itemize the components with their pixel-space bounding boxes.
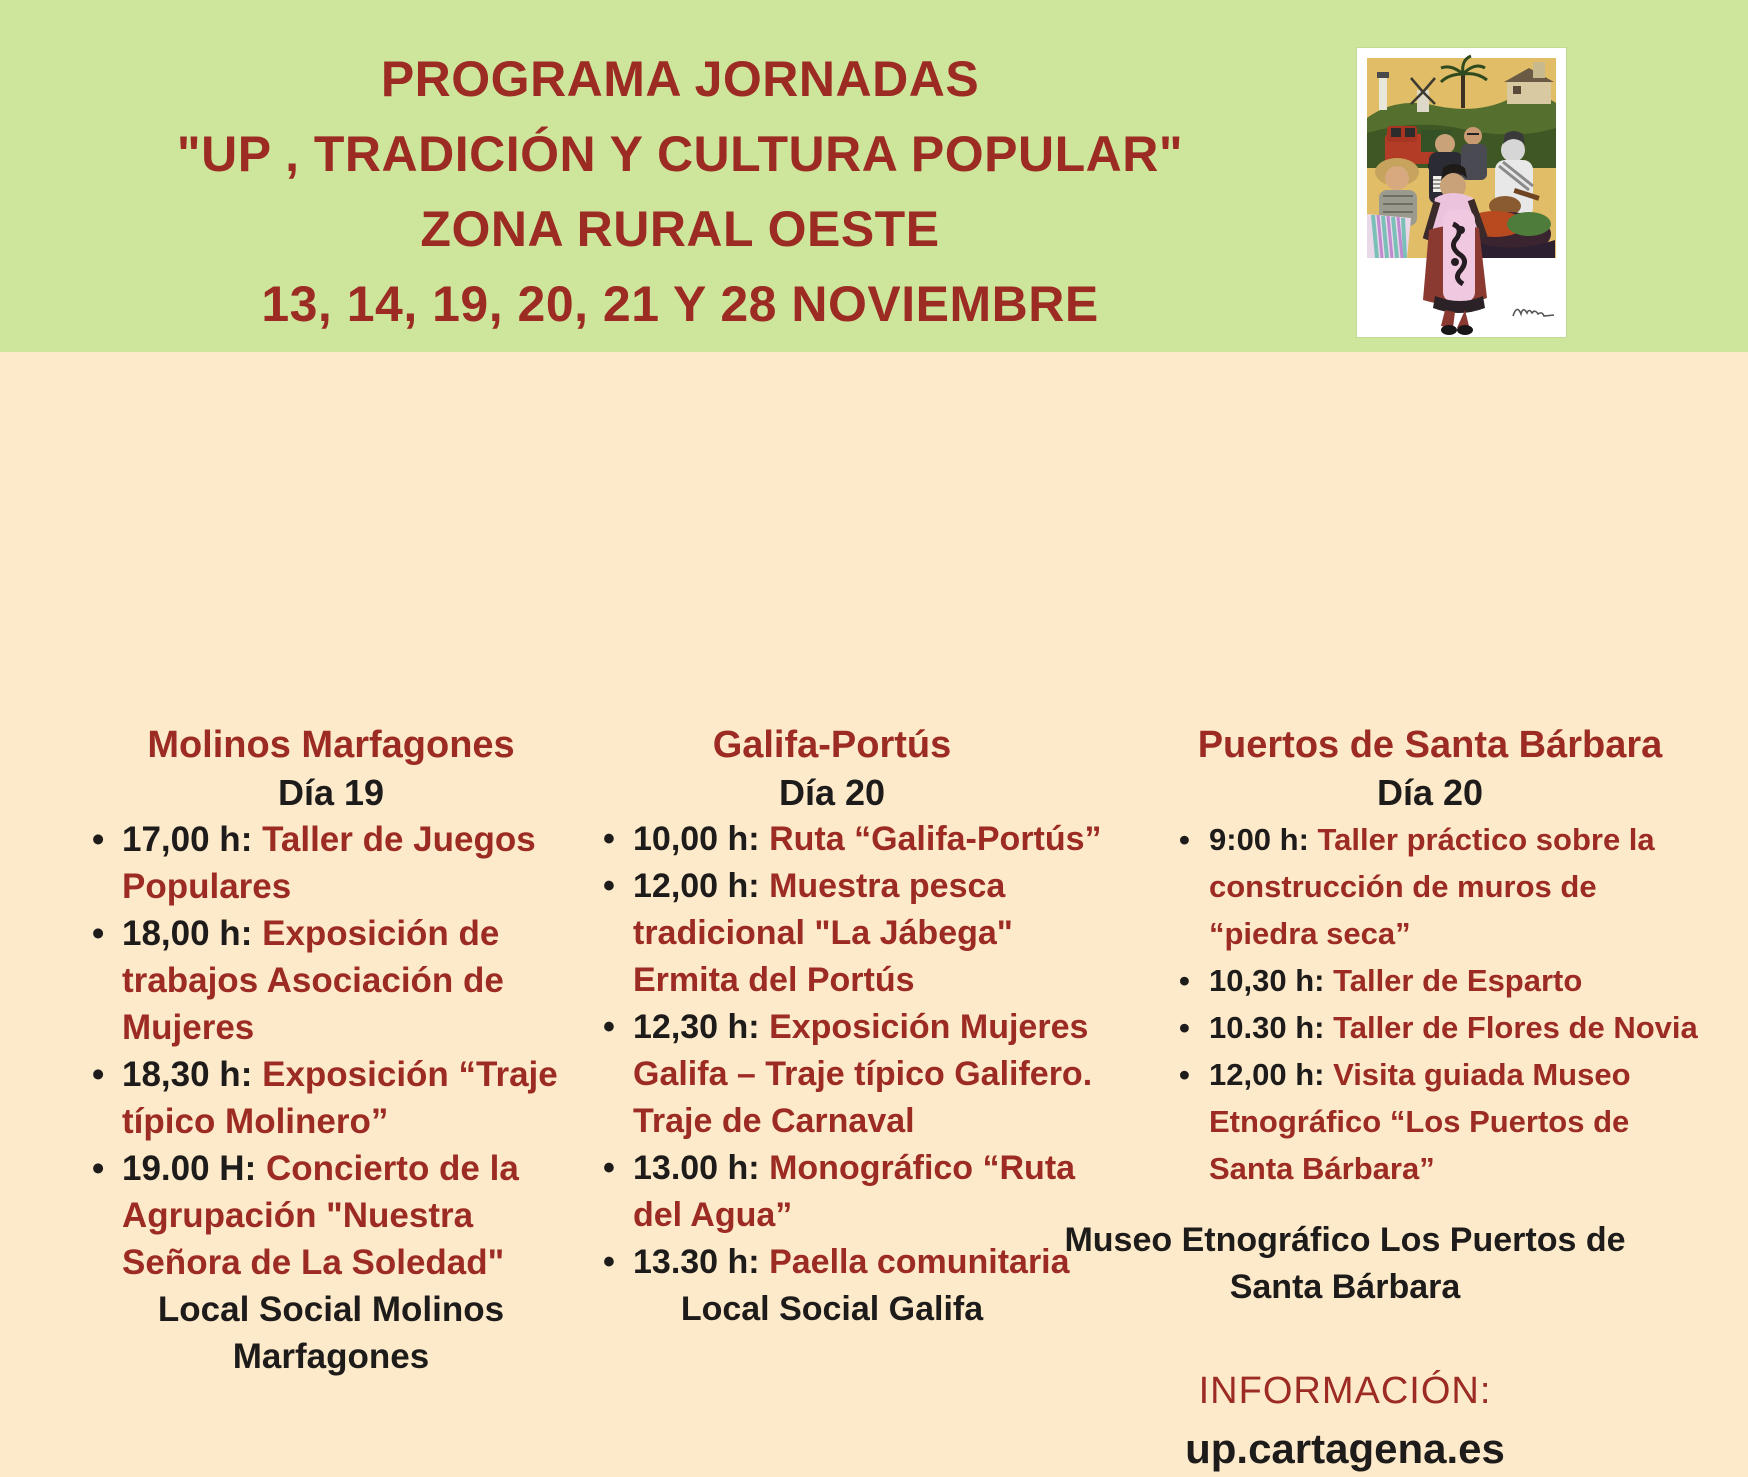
event-list: [88, 816, 574, 1286]
column-day: Día 19: [277, 772, 385, 813]
info-heading: INFORMACIÓN:: [1198, 1370, 1492, 1412]
event-item: [633, 1145, 1108, 1239]
venue-label: Museo Etnográfico Los Puertos de Santa Bárbara: [1064, 1221, 1626, 1306]
column-day: Día 20: [1376, 772, 1484, 813]
header-band: [0, 0, 1748, 352]
event-item: [633, 1004, 1108, 1145]
venue-label: Local Social Molinos Marfagones: [157, 1290, 505, 1376]
artist-signature: [1513, 309, 1554, 316]
event-time: 9:00 h:: [1209, 822, 1309, 857]
column-puertos-santa-barbara: [1150, 722, 1710, 1192]
event-time: 10,00 h:: [633, 820, 760, 858]
event-time: 18,00 h:: [122, 914, 253, 953]
event-time: 10,30 h:: [1209, 963, 1325, 998]
schedule-body: [0, 352, 1748, 1472]
event-desc: Taller de Esparto: [1333, 963, 1583, 998]
column-title: Galifa-Portús: [712, 724, 952, 766]
title-line-3: ZONA RURAL OESTE: [420, 201, 940, 257]
info-website: up.cartagena.es: [1185, 1425, 1505, 1472]
event-time: 18,30 h:: [122, 1055, 253, 1094]
event-item: [122, 1051, 574, 1145]
title-line-4: 13, 14, 19, 20, 21 Y 28 NOVIEMBRE: [261, 276, 1099, 332]
poster-title-block: [30, 42, 1330, 342]
event-item: [122, 910, 574, 1051]
event-desc: Monográfico “Ruta del Agua”: [633, 1149, 1076, 1234]
event-desc: Muestra pesca tradicional "La Jábega" Ermita del Portús: [633, 867, 1013, 999]
event-item: [633, 1239, 1108, 1286]
event-time: 10.30 h:: [1209, 1010, 1325, 1045]
event-desc: Taller práctico sobre la construcción de muros de “piedra seca”: [1209, 822, 1655, 951]
event-item: [633, 816, 1108, 863]
venue-label: Local Social Galifa: [680, 1290, 984, 1328]
event-desc: Ruta “Galifa-Portús”: [769, 820, 1102, 858]
event-time: 13.00 h:: [633, 1149, 760, 1187]
event-item: [633, 863, 1108, 1004]
info-block: [1055, 1217, 1635, 1477]
column-molinos-marfagones: [88, 722, 574, 1380]
title-line-2: "UP , TRADICIÓN Y CULTURA POPULAR": [176, 126, 1184, 182]
event-desc: Concierto de la Agrupación "Nuestra Señora de La Soledad": [122, 1149, 519, 1282]
event-desc: Paella comunitaria: [769, 1243, 1070, 1281]
folk-collage-illustration: [1357, 48, 1566, 337]
title-line-1: PROGRAMA JORNADAS: [380, 51, 980, 107]
event-desc: Exposición “Traje típico Molinero”: [122, 1055, 558, 1141]
event-time: 12,00 h:: [1209, 1057, 1325, 1092]
event-item: [122, 1145, 574, 1286]
event-list: [1150, 816, 1710, 1192]
event-item: [122, 816, 574, 910]
event-item: [1209, 1004, 1710, 1051]
event-desc: Exposición Mujeres Galifa – Traje típico Galifero. Traje de Carnaval: [633, 1008, 1093, 1140]
event-item: [1209, 1051, 1710, 1192]
column-galifa-portus: [556, 722, 1108, 1333]
column-day: Día 20: [778, 772, 886, 813]
event-desc: Exposición de trabajos Asociación de Mujeres: [122, 914, 504, 1047]
folk-collage-art: [1357, 48, 1566, 337]
event-item: [1209, 816, 1710, 957]
event-desc: Taller de Juegos Populares: [122, 820, 536, 906]
event-time: 19.00 H:: [122, 1149, 257, 1188]
event-list: [556, 816, 1108, 1286]
column-title: Molinos Marfagones: [147, 724, 515, 766]
event-desc: Visita guiada Museo Etnográfico “Los Puertos de Santa Bárbara”: [1209, 1057, 1631, 1186]
event-item: [1209, 957, 1710, 1004]
event-desc: Taller de Flores de Novia: [1333, 1010, 1698, 1045]
event-time: 13.30 h:: [633, 1243, 760, 1281]
event-time: 12,00 h:: [633, 867, 760, 905]
event-time: 17,00 h:: [122, 820, 253, 859]
event-time: 12,30 h:: [633, 1008, 760, 1046]
column-title: Puertos de Santa Bárbara: [1197, 724, 1663, 766]
